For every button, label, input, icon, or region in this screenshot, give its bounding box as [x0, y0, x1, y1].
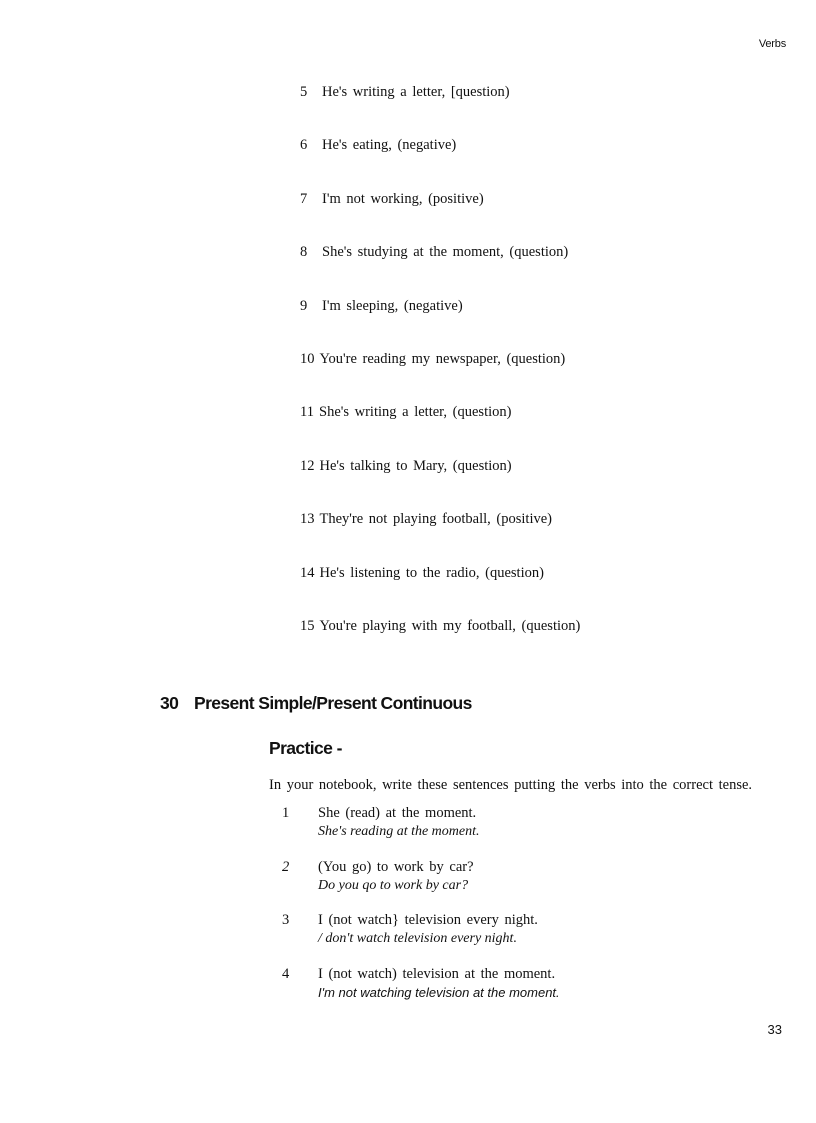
list-item	[300, 243, 580, 296]
section-title: Present Simple/Present Continuous	[194, 693, 472, 713]
section-heading	[160, 693, 472, 714]
practice-item	[282, 804, 560, 858]
list-item	[300, 297, 580, 350]
instructions: In your notebook, write these sentences putting the verbs into the correct tense.	[269, 777, 753, 793]
practice-item	[282, 965, 560, 1019]
practice-prompt: She (read) at the moment.	[318, 805, 477, 821]
item-number: 9	[300, 297, 308, 314]
item-text: She's studying at the moment, (question)	[322, 244, 569, 261]
section-number: 30	[160, 693, 179, 713]
practice-number: 3	[282, 912, 290, 929]
item-number: 6	[300, 137, 308, 154]
item-number: 11	[300, 404, 314, 421]
practice-item	[282, 858, 560, 912]
item-text: I'm not working, (positive)	[322, 190, 484, 207]
list-item	[300, 350, 580, 403]
item-number: 7	[300, 190, 308, 207]
item-text: He's listening to the radio, (question)	[319, 564, 544, 581]
practice-answer: Do you qo to work by car?	[318, 877, 469, 893]
practice-prompt: I (not watch} television every night.	[318, 912, 538, 929]
item-number: 15	[300, 617, 315, 634]
item-number: 10	[300, 350, 315, 367]
list-item	[300, 457, 580, 510]
item-text: He's writing a letter, [question)	[322, 84, 510, 100]
exercise-list	[300, 83, 580, 670]
practice-number: 1	[282, 805, 290, 821]
item-text: He's eating, (negative)	[322, 137, 457, 154]
practice-number: 4	[282, 965, 290, 982]
practice-prompt: I (not watch) television at the moment.	[318, 965, 556, 982]
list-item	[300, 83, 580, 136]
list-item	[300, 510, 580, 563]
list-item	[300, 403, 580, 456]
practice-number: 2	[282, 858, 290, 875]
list-item	[300, 617, 580, 670]
list-item	[300, 136, 580, 189]
item-text: You're playing with my football, (question)	[319, 617, 581, 634]
list-item	[300, 564, 580, 617]
item-number: 12	[300, 457, 315, 474]
running-header: Verbs	[758, 38, 786, 50]
practice-prompt: (You go) to work by car?	[318, 858, 474, 875]
item-text: He's talking to Mary, (question)	[319, 457, 512, 474]
practice-list	[282, 804, 560, 1018]
practice-answer: She's reading at the moment.	[318, 824, 480, 839]
item-text: She's writing a letter, (question)	[319, 404, 512, 421]
practice-answer: / don't watch television every night.	[318, 931, 517, 947]
practice-heading: Practice -	[269, 738, 342, 758]
item-text: You're reading my newspaper, (question)	[319, 350, 566, 367]
item-number: 8	[300, 244, 308, 261]
practice-item	[282, 911, 560, 965]
item-text: I'm sleeping, (negative)	[322, 297, 463, 314]
practice-answer: I'm not watching television at the moment.	[318, 984, 560, 1000]
item-text: They're not playing football, (positive)	[319, 511, 552, 528]
item-number: 13	[300, 511, 315, 528]
item-number: 14	[300, 564, 315, 581]
item-number: 5	[300, 84, 308, 100]
page-number: 33	[767, 1022, 782, 1037]
list-item	[300, 190, 580, 243]
